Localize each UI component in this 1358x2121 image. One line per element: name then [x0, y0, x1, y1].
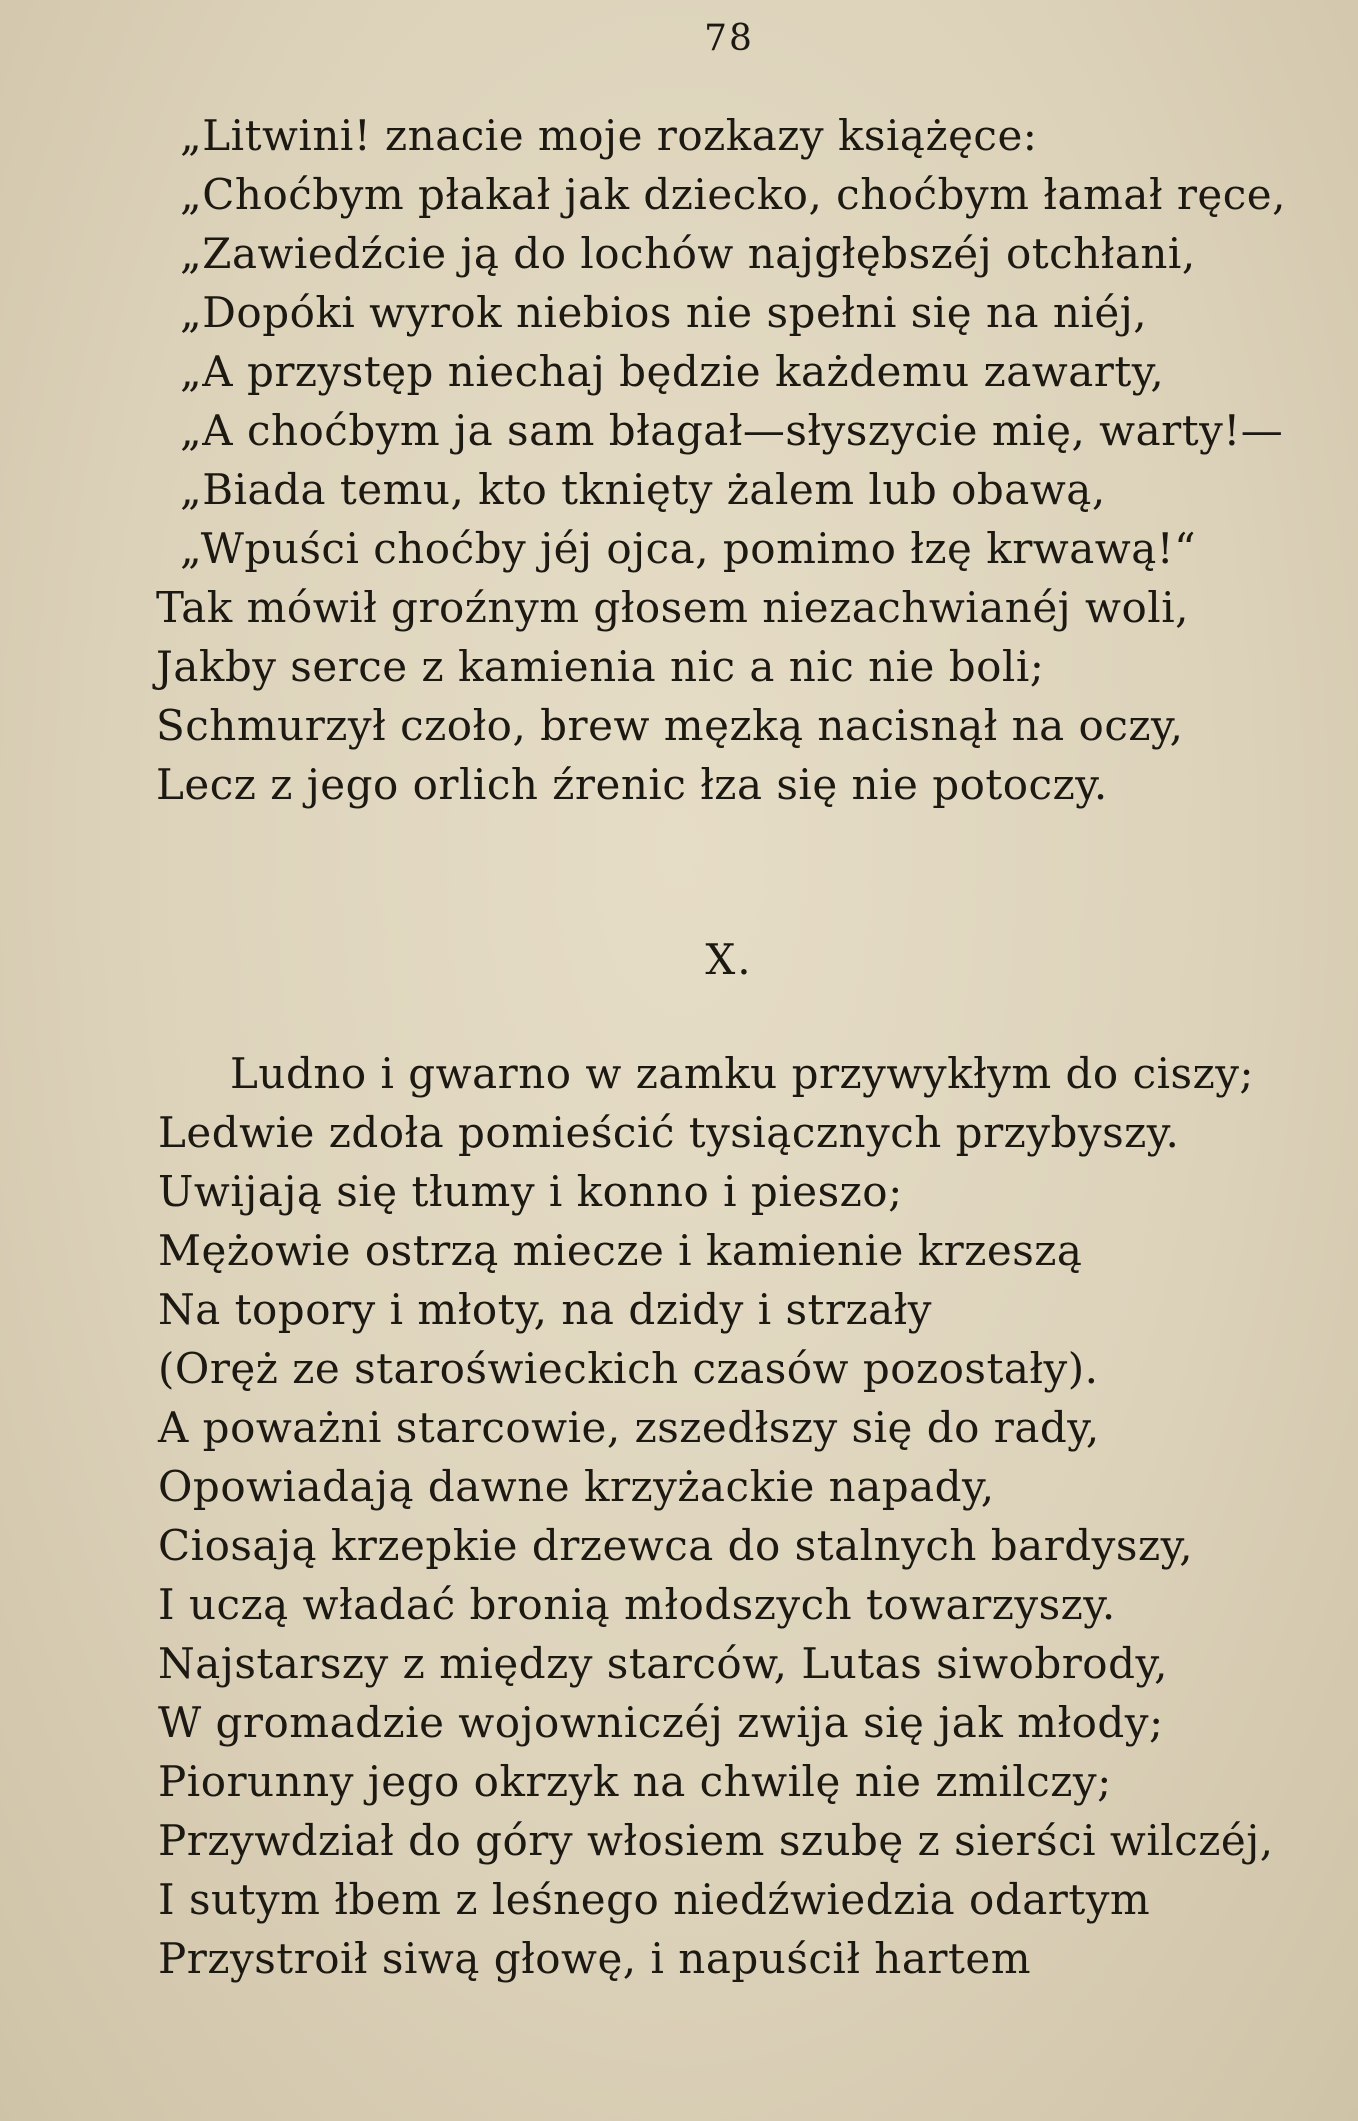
section-heading: X.: [705, 935, 753, 984]
verse-line: „Litwini! znacie moje rozkazy książęce:: [180, 111, 1038, 160]
verse-line: „A choćbym ja sam błagał—słyszycie mię, warty!—: [180, 406, 1284, 455]
verse-line: Tak mówił groźnym głosem niezachwianéj woli,: [156, 583, 1189, 632]
verse-stanza-2: [158, 1044, 1274, 1988]
verse-line: Lecz z jego orlich źrenic łza się nie potoczy.: [156, 760, 1108, 809]
verse-line: „Dopóki wyrok niebios nie spełni się na niéj,: [180, 288, 1148, 337]
verse-line: „Zawiedźcie ją do lochów najgłębszéj otchłani,: [180, 229, 1196, 278]
verse-line: Mężowie ostrzą miecze i kamienie krzeszą: [158, 1226, 1083, 1275]
verse-line: Najstarszy z między starców, Lutas siwobrody,: [158, 1639, 1168, 1688]
verse-line: A poważni starcowie, zszedłszy się do rady,: [158, 1403, 1100, 1452]
verse-line: Na topory i młoty, na dzidy i strzały: [158, 1285, 933, 1334]
verse-line: Schmurzył czoło, brew męzką nacisnął na oczy,: [156, 701, 1184, 750]
verse-line: Przystroił siwą głowę, i napuścił hartem: [158, 1934, 1032, 1983]
verse-line: Ludno i gwarno w zamku przywykłym do ciszy;: [230, 1049, 1255, 1098]
verse-line: Jakby serce z kamienia nic a nic nie boli;: [156, 642, 1045, 691]
verse-line: „A przystęp niechaj będzie każdemu zawarty,: [180, 347, 1165, 396]
verse-line: Przywdział do góry włosiem szubę z sierści wilczéj,: [158, 1816, 1274, 1865]
verse-line: Ledwie zdoła pomieścić tysiącznych przybyszy.: [158, 1108, 1180, 1157]
verse-line: (Oręż ze staroświeckich czasów pozostały).: [158, 1344, 1099, 1393]
page-number: 78: [704, 18, 754, 59]
verse-line: „Biada temu, kto tknięty żalem lub obawą,: [180, 465, 1106, 514]
verse-line: Piorunny jego okrzyk na chwilę nie zmilczy;: [158, 1757, 1112, 1806]
verse-line: I uczą władać bronią młodszych towarzyszy.: [158, 1580, 1116, 1629]
verse-line: „Choćbym płakał jak dziecko, choćbym łamał ręce,: [180, 170, 1286, 219]
verse-line: Opowiadają dawne krzyżackie napady,: [158, 1462, 995, 1511]
verse-line: Uwijają się tłumy i konno i pieszo;: [158, 1167, 903, 1216]
verse-line: „Wpuści choćby jéj ojca, pomimo łzę krwawą!“: [180, 524, 1197, 573]
verse-stanza-1: [156, 106, 1286, 814]
verse-line: W gromadzie wojowniczéj zwija się jak młody;: [158, 1698, 1164, 1747]
verse-line: Ciosają krzepkie drzewca do stalnych bardyszy,: [158, 1521, 1194, 1570]
verse-line: I sutym łbem z leśnego niedźwiedzia odartym: [158, 1875, 1151, 1924]
